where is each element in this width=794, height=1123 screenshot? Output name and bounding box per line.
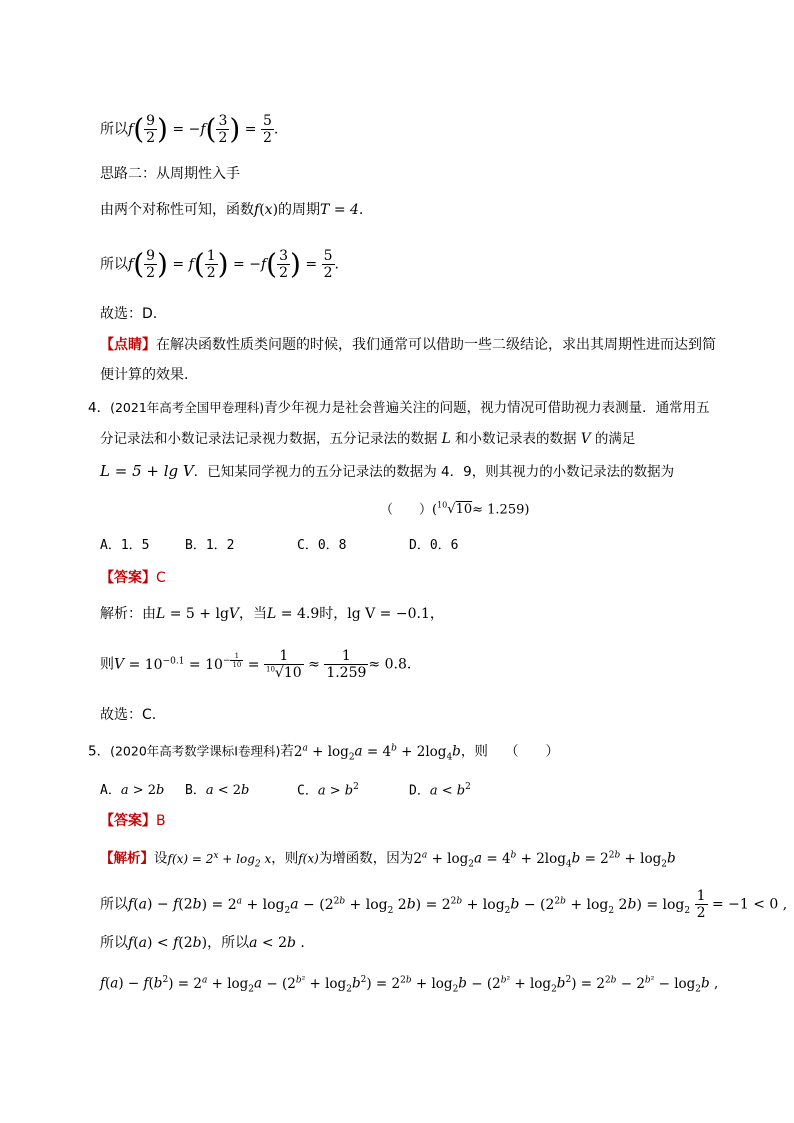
- text: 和小数记录表的数据: [455, 431, 577, 447]
- q4-options: [100, 539, 458, 552]
- q5-line-1: 5．(2020年高考数学课标Ⅰ卷理科)若$2^a + \log_2a = 4^b + 2\log_4b$，则 （ ）: [88, 743, 559, 763]
- answer-value: B: [156, 813, 166, 829]
- text: 则: [100, 656, 114, 673]
- q5-answer: [100, 814, 166, 828]
- text: ，则: [271, 850, 299, 867]
- text: 若: [280, 743, 294, 760]
- line-result-1: 所以f( $\frac{9}{2}$ ) = −f( $\frac{3}{2}$ ) = $\frac{5}{2}$ .: [100, 112, 279, 147]
- q4-line-3: [100, 464, 674, 480]
- solution-tag: 【解析】: [100, 850, 154, 867]
- q5-solution-4: $f(a) - f(b^2) = 2^a + \log_2a - (2^{b^2} + \log_2b^2) = 2^{2b} + \log_2b - (2^{b^2} + \log_2b^2) = 2^{2b} - 2^{b^2} - \log_2b$ ,: [100, 975, 719, 995]
- text: 设: [154, 850, 168, 867]
- text: 所以: [100, 256, 128, 273]
- text: ，所以: [207, 935, 250, 951]
- text: 所以: [100, 935, 128, 951]
- answer-bracket: （ ）: [505, 743, 559, 760]
- q5-solution-1: 【解析】设$f(x) = 2^x + \log_2 x$，则f(x)为增函数，因为$2^a + \log_2a = 4^b + 2\log_4b = 2^{2b} + \log_2b$: [100, 850, 676, 870]
- q4-line-2: 分记录法和小数记录法记录视力数据，五分记录法的数据 L 和小数记录表的数据 V 的满足: [100, 431, 636, 447]
- q5-solution-2: 所以$f(a) - f(2b) = 2^a + \log_2a - (2^{2b} + \log_2 2b) = 2^{2b} + \log_2b - (2^{2b} + \log_2 2b) = \log_2$ $\frac{1}{2}$ = −1 < 0 ,: [100, 888, 788, 922]
- answer-bracket: （ ）: [380, 502, 433, 518]
- text: 为增函数，因为: [318, 850, 414, 867]
- text: ．已知某同学视力的五分记录法的数据为 4．9，则其视力的小数记录法的数据为: [193, 464, 675, 480]
- formula: lg V = −0.1: [347, 606, 430, 622]
- text: 分记录法和小数记录法记录视力数据，五分记录法的数据: [100, 431, 438, 447]
- q4-solution-1: 解析：由L = 5 + lgV，当L = 4.9时，lg V = −0.1，: [100, 606, 444, 622]
- text: ，当: [239, 606, 268, 622]
- choose-c: 故选：C.: [100, 707, 157, 723]
- q5-solution-3: 所以f(a) < f(2b)，所以a < 2b .: [100, 935, 305, 951]
- formula: T = 4: [320, 202, 359, 218]
- tip-line-2: 便计算的效果.: [100, 367, 189, 383]
- fraction: $\frac{9}{2}$: [146, 113, 156, 147]
- fraction: $\frac{5}{2}$: [262, 113, 272, 147]
- text: 由两个对称性可知，函数: [100, 202, 254, 218]
- line-result-2: 所以f( $\frac{9}{2}$ ) = f( $\frac{1}{2}$ ) = −f( $\frac{3}{2}$ ) = $\frac{5}{2}$ .: [100, 247, 339, 282]
- option-c: C．0．8: [297, 538, 347, 553]
- hint: ≈ 1.259: [472, 502, 525, 518]
- answer-tag: 【答案】: [100, 570, 156, 586]
- text: ，则: [460, 743, 488, 760]
- question-number: 4．: [88, 400, 111, 416]
- q5-options: [100, 783, 471, 797]
- option-d: D．$a < b^2$: [409, 782, 471, 799]
- text: 解析：由: [100, 606, 156, 622]
- option-b: B．a < 2b: [185, 783, 250, 799]
- text: 的周期: [278, 202, 321, 218]
- question-number: 5．: [88, 743, 111, 760]
- option-a: A．1．5: [100, 538, 150, 553]
- option-a: A．a > 2b: [100, 783, 165, 799]
- formula: ≈ 0.8: [368, 656, 407, 673]
- text: 所以: [100, 121, 128, 138]
- question-source: (2020年高考数学课标Ⅰ卷理科): [110, 743, 281, 759]
- line-period: 由两个对称性可知，函数f(x)的周期T = 4.: [100, 202, 364, 218]
- question-source: (2021年高考全国甲卷理科): [110, 400, 265, 415]
- option-d: D．0．6: [409, 538, 459, 553]
- option-c: C．$a > b^2$: [297, 782, 359, 799]
- text: 的满足: [594, 431, 636, 447]
- text: 在解决函数性质类问题的时候，我们通常可以借助一些二级结论，求出其周期性进而达到简: [156, 337, 716, 353]
- q4-solution-2: 则$V = 10^{-0.1} = 10^{- \frac{1}{10}}$ = $\frac{1}{^{10}√10}$ ≈ $\frac{1}{1.259}$ ≈ 0.8．: [100, 648, 421, 682]
- tip-line-1: [100, 338, 716, 352]
- idea-two-heading: 思路二：从周期性入手: [100, 166, 240, 182]
- tip-tag: 【点睛】: [100, 337, 156, 353]
- choose-d: 故选：D.: [100, 306, 158, 322]
- q4-answer: [100, 571, 166, 585]
- fraction: $\frac{3}{2}$: [218, 113, 228, 147]
- answer-value: C: [156, 570, 166, 586]
- q4-line-1: [88, 402, 710, 416]
- formula: L = 5 + lg V: [100, 462, 194, 480]
- answer-tag: 【答案】: [100, 813, 156, 829]
- text: 所以: [100, 896, 128, 913]
- text: 青少年视力是社会普遍关注的问题，视力情况可借助视力表测量．通常用五: [264, 400, 710, 416]
- option-b: B．1．2: [185, 538, 235, 553]
- text: 时，: [319, 606, 348, 622]
- q4-bracket-line: （ ）($^{10}$√10≈ 1.259): [380, 501, 530, 518]
